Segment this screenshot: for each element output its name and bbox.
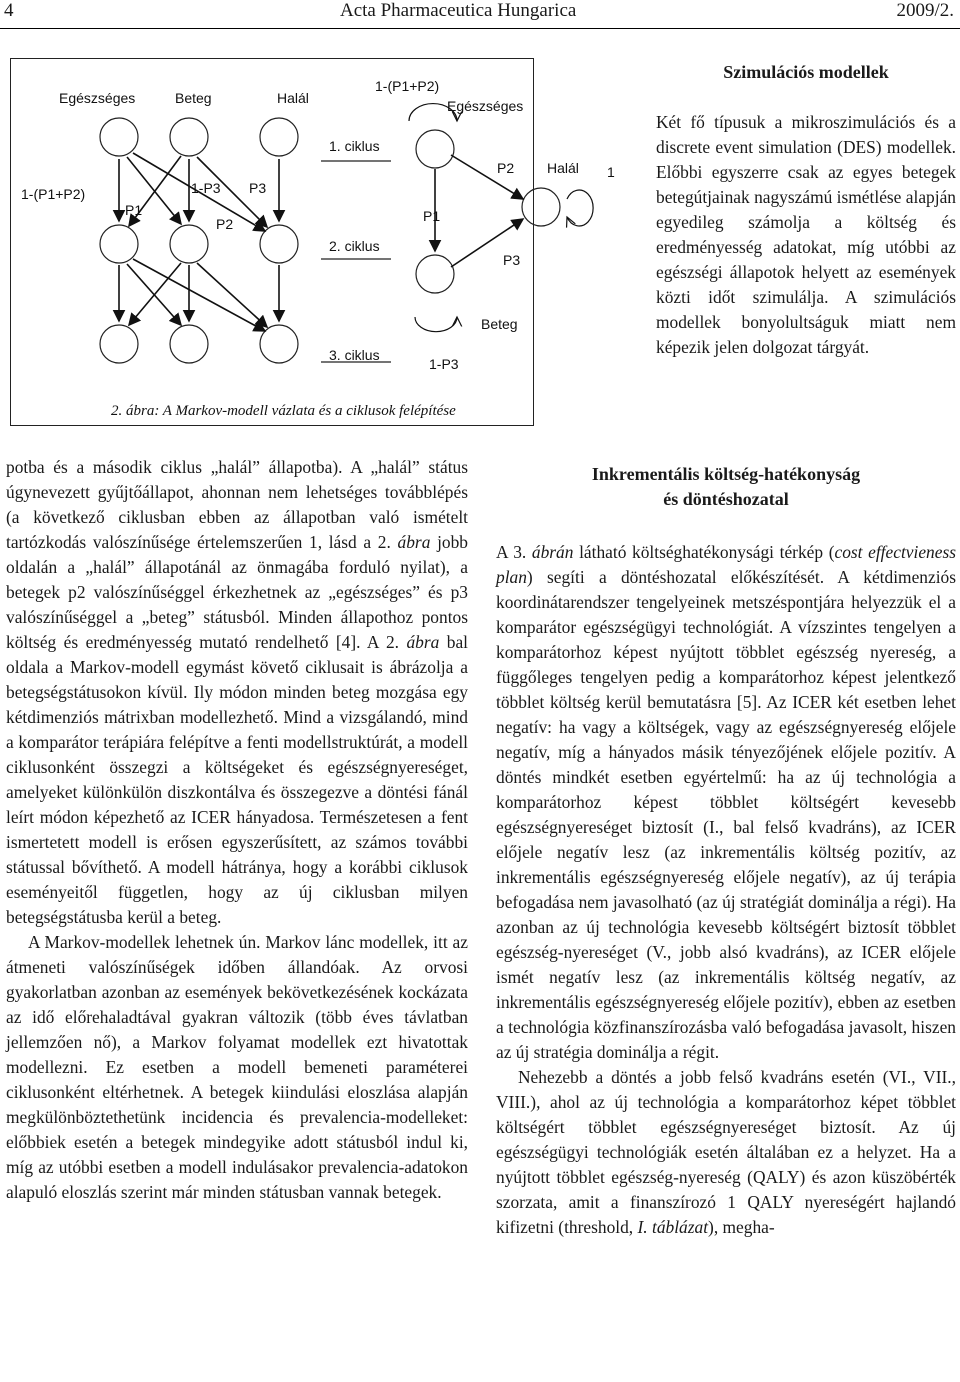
left-column: [6, 455, 468, 1205]
heading-line: és döntéshozatal: [663, 489, 789, 509]
label-dead-left: Halál: [277, 90, 309, 106]
state-circle: [100, 325, 138, 363]
state-circle: [260, 118, 298, 156]
text-run: potba és a második ciklus „halál” állapotba). A „halál” státus úgynevezett gyűjtőállapot, ahonnan nem lehetséges továbblépés (a következő ciklusban ebben az állapotban való ismételt tartózkodás valószínűsége értelemszerűen 1, lásd a 2.: [6, 457, 468, 552]
figure-caption: 2. ábra: A Markov-modell vázlata és a ciklusok felépítése: [111, 403, 456, 419]
markov-diagram: [11, 59, 615, 425]
label-cycle-2: 2. ciklus: [329, 238, 380, 254]
header-rule: [0, 28, 960, 29]
label-healthy-left: Egészséges: [59, 90, 136, 106]
paragraph: A Markov-modellek lehetnek ún. Markov lánc modellek, itt az átmeneti valószínűségek időben állandóak. Az orvosi gyakorlatban azonban az események bekövetkezésének kockázata az idő előrehaladtával gyakran változik (több éves távlatban jellemzően nő), a Markov folyamat modellek ezt hivatottak modellezni. Ez esetben a modell bemeneti paraméterei ciklusonként eltérhetnek. A betegek kiindulási eloszlása alapján megkülönböztethetünk incidencia és prevalencia-modelleket: előbbiek esetén a betegek mindegyike adott státusból indul ki, míg az utóbbi esetben a modell indulásakor prevalencia-adatokon alapuló eloszlás szerint már minden státusban vannak betegek.: [6, 932, 468, 1202]
label-cycle-1: 1. ciklus: [329, 138, 380, 154]
state-circle: [170, 118, 208, 156]
right-column: [496, 540, 956, 1240]
text-run: Nehezebb a döntés a jobb felső kvadráns esetén (VI., VII., VIII.), ahol az új technológia a komparátorhoz képet többlet költségért többlet egészségnyereséget biztosít. Az új egészségügyi technológiák esetén általában ez a helyzet. Ha a nyújtott többlet egészség-nyereség (QALY) és azon küszöbérték szorzata, amit a finanszírozó 1 QALY nyereségért hajlandó kifizetni (threshold,: [496, 1067, 956, 1237]
label-dead-right: Halál: [547, 160, 579, 176]
state-circle: [170, 325, 208, 363]
text-run: bal oldala a Markov-modell egymást követő ciklusait is ábrázolja a betegségstátusokon kívül. Ily módon minden beteg mozgása egy kétdimenziós mátrixban modellezhető. Mind a vizsgálandó, mind a komparátor terápiára felépítve a fenti modellstruktúrát, a modell ciklusonként összegzi a költségeket és egészségnyereséget, amelyeket különkülön diszkontálva és összegezve a döntési fánál leírt módon képezhető az ICER hányadosa. Természetesen a fent ismertetett modell is erősen egyszerűsített, az számos további státussal bővíthető. A modell hátránya, hogy a korábbi ciklusok eseményeitől független, hogy az új ciklusban milyen betegségstátusba kerül a beteg.: [6, 632, 469, 927]
state-circle: [170, 225, 208, 263]
text-run: látható költséghatékonysági térkép (: [573, 542, 835, 562]
label-p1-left: P1: [125, 202, 143, 218]
simulation-paragraph: [656, 110, 956, 360]
text-run: A 3.: [496, 542, 532, 562]
paragraph: Két fő típusuk a mikroszimulációs és a discrete event simulation (DES) modellek. Előbbi egyszerre csak az egyes betegek betegútjainak nagyszámú ismétlése alapján egyedileg számolja a költség és eredményesség adatokat, míg utóbbi az egészségi állapotok helyett az események közti időt szimulálja. A szimulációs modellek bonyolultságuk miatt nem képezik jelen dolgozat tárgyát.: [656, 112, 956, 357]
italic-ref: I. táblázat: [637, 1217, 709, 1237]
label-one-right: 1: [607, 164, 615, 180]
label-p3-right: P3: [503, 252, 521, 268]
text-run: ) segíti a döntéshozatal előkészítését. A kétdimenziós koordinátarendszer tengelyeinek metszéspontjára helyezzük el a komparátor egészségügyi technológiát. A vízszintes tengelyen a komparátorhoz képest nyújtott többlet egészség nyereség, a függőleges tengelyen pedig a komparátorhoz képest jelentkező többlet költség kerül bemutatásra [5]. Az ICER két esetben lehet negatív: ha vagy a költségek, vagy az egészségnyereség előjele negatív, míg a hányados másik tényezőjének előjele pozitív. A döntés mindkét esetben egyértelmű: ha az új technológia a komparátorhoz képest többlet költségért kevesebb egészségnyereséget biztosít (I., bal felső kvadráns), az ICER előjele negatív lesz (az inkrementális költség pozitív, az inkrementális egészségnyereség előjele negatív), az új terápia befogadása nem javasolható (az új stratégiát dominálja a régi). Ha azonban az új technológia kevesebb költségért biztosít többlet egészség-nyereséget (V., jobb alsó kvadráns), az ICER előjele ismét negatív lesz (az inkrementális költség negatív, az inkrementális egészségnyereség előjele pozitív), ebben az esetben a technológia közfinanszírozásba való befogadása javasolt, hiszen az új stratégia dominálja a régit.: [496, 567, 956, 1062]
label-healthy-right: Egészséges: [447, 98, 524, 114]
state-circles-left: [100, 118, 298, 363]
state-circle: [260, 325, 298, 363]
state-circle-dead: [522, 188, 560, 226]
heading-line: Inkrementális költség-hatékonyság: [591, 464, 861, 484]
italic-ref: ábrán: [531, 542, 574, 562]
state-circle-healthy: [416, 130, 454, 168]
paragraph: [496, 1065, 956, 1240]
label-1-p3-left: 1-P3: [191, 180, 221, 196]
paragraph: [496, 540, 956, 1065]
paragraph: [6, 455, 468, 930]
label-sick-left: Beteg: [175, 90, 212, 106]
text-run: jobb oldalán a „halál” állapotánál az önmagába forduló nyilat), a betegek p2 valószínűséggel érkezhetnek az „egészséges” és p3 valószínűséggel a „beteg” státusból. Minden állapothoz pontos költség és eredményesség mutató rendelhető [4]. A 2.: [6, 532, 468, 652]
cycle-separators: [321, 161, 391, 362]
state-circle: [260, 225, 298, 263]
text-run: ), megha-: [708, 1217, 775, 1237]
state-circle-sick: [416, 255, 454, 293]
label-stay-left: 1-(P1+P2): [21, 186, 86, 202]
label-1-p3-right: 1-P3: [429, 356, 459, 372]
issue-number: 2009/2.: [896, 0, 954, 21]
italic-term: cost effectvieness plan: [496, 542, 957, 587]
label-stay-right: 1-(P1+P2): [375, 78, 440, 94]
journal-title: Acta Pharmaceutica Hungarica: [340, 0, 577, 21]
state-circle: [100, 118, 138, 156]
italic-ref: ábra: [406, 632, 440, 652]
label-p3-left: P3: [249, 180, 267, 196]
section-heading-simulation: Szimulációs modellek: [723, 62, 889, 82]
label-cycle-3: 3. ciklus: [329, 347, 380, 363]
label-p2-left: P2: [216, 216, 234, 232]
label-p1-right: P1: [423, 208, 441, 224]
markov-figure: [10, 58, 615, 426]
running-header: [0, 0, 960, 26]
page-number: 4: [4, 0, 14, 21]
italic-ref: ábra: [397, 532, 431, 552]
section-heading-icer: [496, 462, 956, 512]
label-p2-right: P2: [497, 160, 515, 176]
state-circle: [100, 225, 138, 263]
label-sick-right: Beteg: [481, 316, 518, 332]
